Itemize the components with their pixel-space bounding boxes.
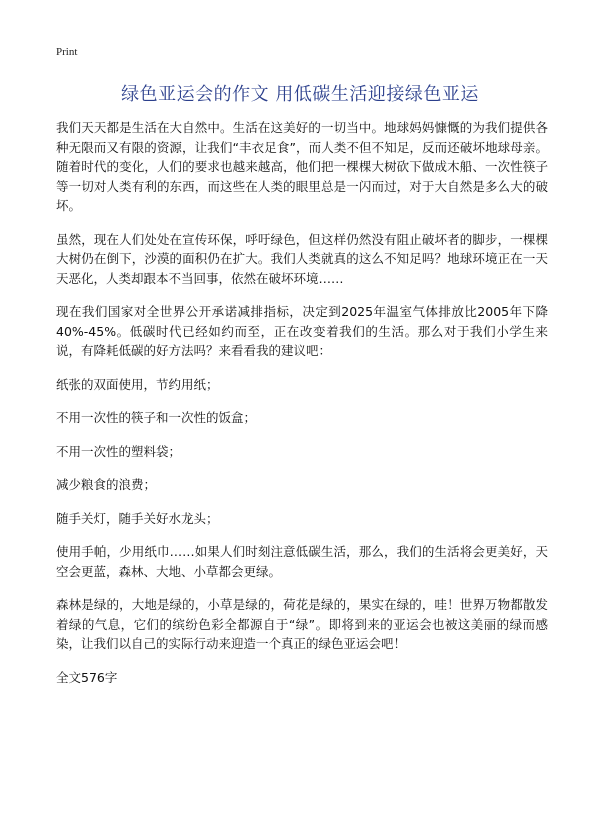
- article-title: 绿色亚运会的作文 用低碳生活迎接绿色亚运: [121, 84, 479, 105]
- article-paragraph: 我们天天都是生活在大自然中。生活在这美好的一切当中。地球妈妈慷慨的为我们提供各种无限而又有限的资源，让我们“丰衣足食”，而人类不但不知足，反而还破坏地球母亲。随着时代的变化，人们的要求也越来越高，他们把一棵棵大树砍下做成木船、一次性筷子等一切对人类有利的东西，而这些在人类的眼里总是一闪而过，对于大自然是多么大的破坏。: [56, 120, 548, 213]
- article-body: [56, 118, 548, 687]
- article-paragraph: 森林是绿的，大地是绿的，小草是绿的，荷花是绿的，果实在绿的，哇！世界万物都散发着绿的气息，它们的缤纷色彩全都源自于“绿”。即将到来的亚运会也被这美丽的绿而感染，让我们以自己的实际行动来迎造一个真正的绿色亚运会吧！: [56, 597, 548, 651]
- suggestion-item: 减少粮食的浪费；: [56, 477, 157, 492]
- article-paragraph: 使用手帕，少用纸巾……如果人们时刻注意低碳生活，那么，我们的生活将会更美好，天空会更蓝，森林、大地、小草都会更绿。: [56, 544, 548, 579]
- suggestion-item: 随手关灯，随手关好水龙头；: [56, 510, 219, 526]
- article-paragraph: 现在我们国家对全世界公开承诺减排指标，决定到2025年温室气体排放比2005年下降40%-45%。低碳时代已经如约而至，正在改变着我们的生活。那么对于我们小学生来说，有降耗低碳的好方法吗？来看看我的建议吧：: [56, 304, 548, 358]
- suggestion-item: 纸张的双面使用，节约用纸；: [56, 376, 219, 392]
- word-count: 全文576字: [56, 669, 118, 685]
- article-paragraph: 虽然，现在人们处处在宣传环保，呼吁绿色，但这样仍然没有阻止破坏者的脚步，一棵棵大树仍在倒下，沙漠的面积仍在扩大。我们人类就真的这么不知足吗？地球环境正在一天天恶化，人类却跟本不当回事，依然在破坏环境……: [56, 231, 548, 286]
- suggestion-item: 不用一次性的筷子和一次性的饭盒；: [56, 410, 257, 425]
- print-link[interactable]: Print: [56, 46, 78, 58]
- suggestion-item: 不用一次性的塑料袋；: [56, 443, 182, 459]
